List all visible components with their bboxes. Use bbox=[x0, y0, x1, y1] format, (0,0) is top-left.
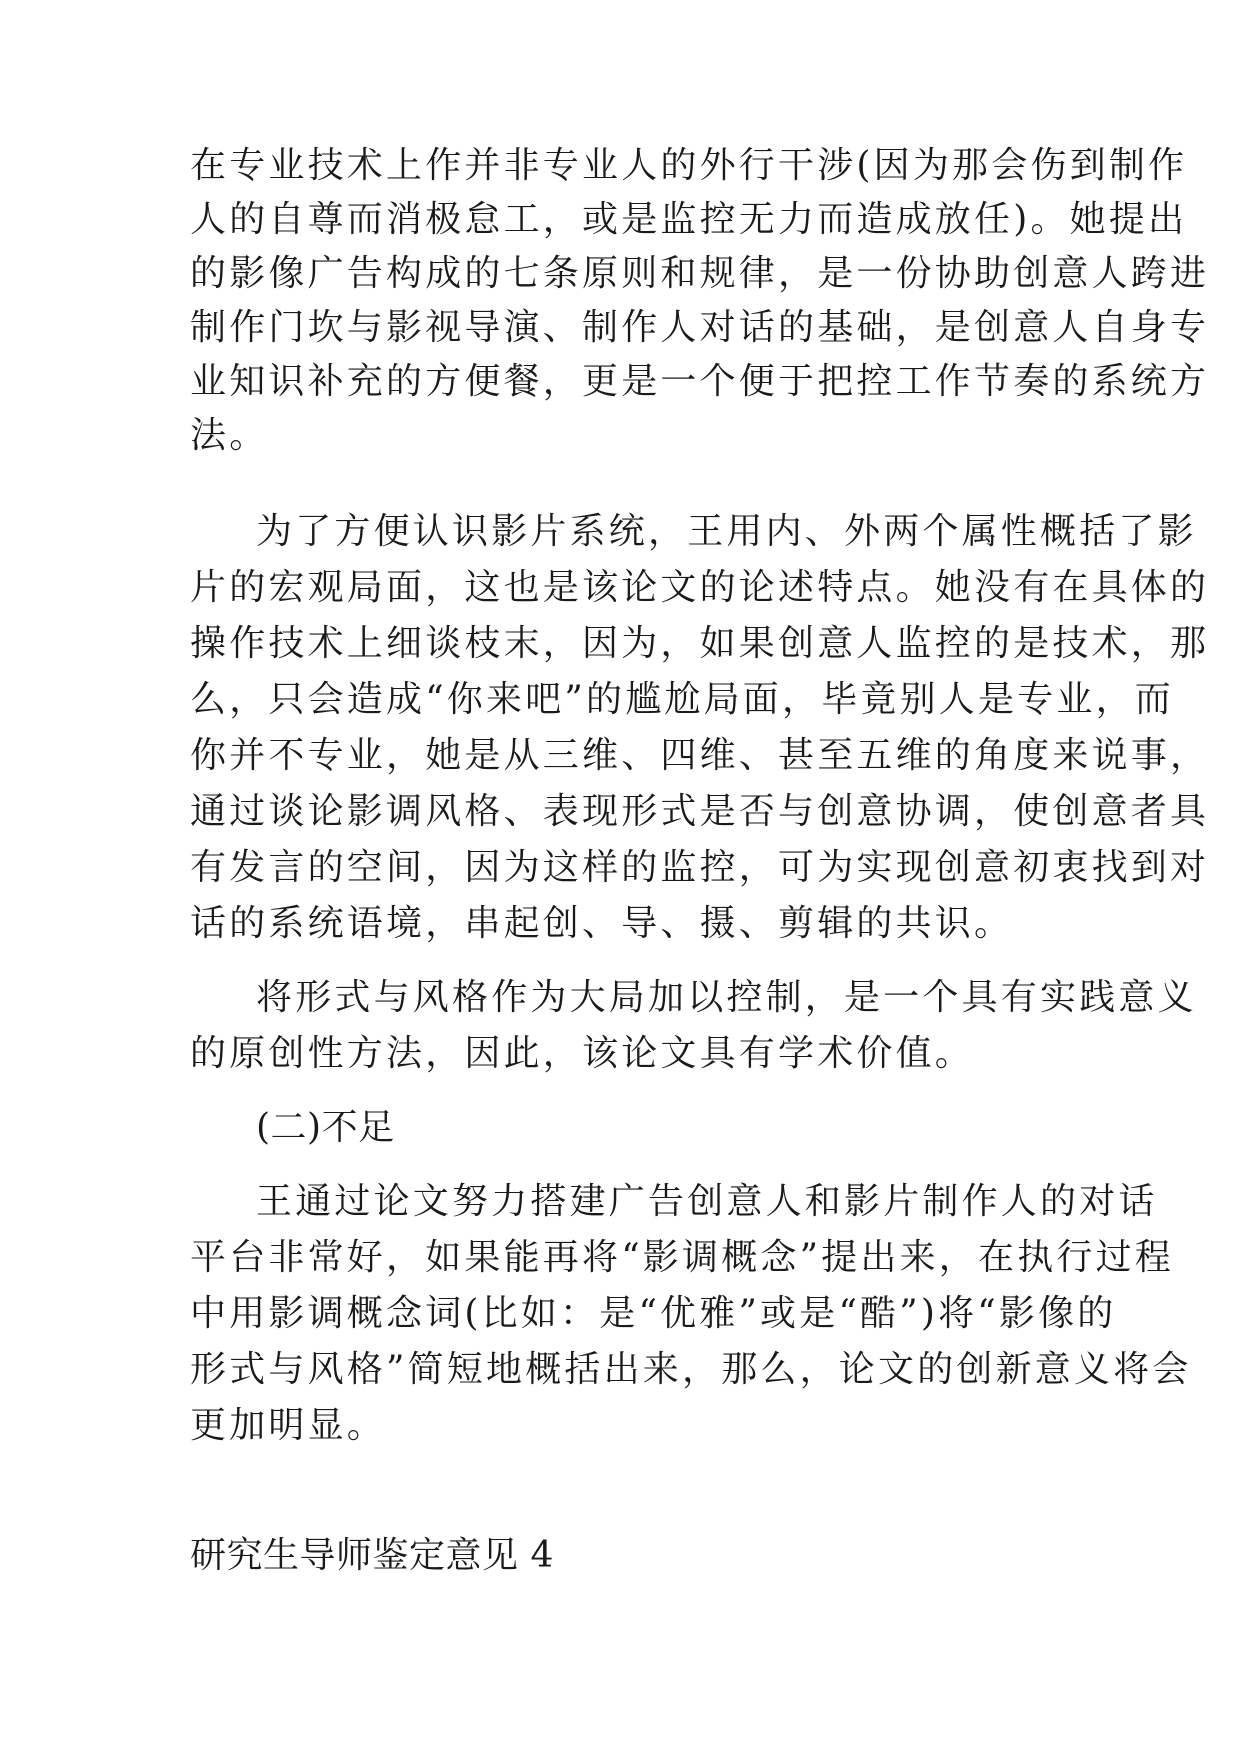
paragraph-2-line-8: 话的系统语境，串起创、导、摄、剪辑的共识。 bbox=[190, 903, 1014, 944]
paragraph-2-line-5: 你并不专业，她是从三维、四维、甚至五维的角度来说事， bbox=[190, 735, 1210, 776]
paragraph-5-line-5: 更加明显。 bbox=[190, 1405, 387, 1446]
subsection-heading-shortcomings: (二)不足 bbox=[256, 1107, 395, 1148]
paragraph-1-line-3: 的影像广告构成的七条原则和规律，是一份协助创意人跨进 bbox=[190, 253, 1210, 294]
section-heading: 研究生导师鉴定意见 4 bbox=[190, 1535, 554, 1576]
paragraph-3-line-2: 的原创性方法，因此，该论文具有学术价值。 bbox=[190, 1033, 975, 1074]
paragraph-1-line-6: 法。 bbox=[190, 415, 269, 456]
paragraph-2-line-4: 么，只会造成“你来吧”的尴尬局面，毕竟别人是专业，而 bbox=[190, 679, 1175, 720]
paragraph-1-line-2: 人的自尊而消极怠工，或是监控无力而造成放任)。她提出 bbox=[190, 199, 1188, 240]
paragraph-2-line-6: 通过谈论影调风格、表现形式是否与创意协调，使创意者具 bbox=[190, 791, 1210, 832]
paragraph-3-line-1: 将形式与风格作为大局加以控制，是一个具有实践意义 bbox=[256, 977, 1197, 1018]
paragraph-2-line-3: 操作技术上细谈枝末，因为，如果创意人监控的是技术，那 bbox=[190, 623, 1210, 664]
paragraph-5-line-4: 形式与风格”简短地概括出来，那么，论文的创新意义将会 bbox=[190, 1349, 1192, 1390]
paragraph-5-line-3: 中用影调概念词(比如：是“优雅”或是“酷”)将“影像的 bbox=[190, 1293, 1117, 1334]
paragraph-2-line-1: 为了方便认识影片系统，王用内、外两个属性概括了影 bbox=[256, 511, 1197, 552]
paragraph-1-line-5: 业知识补充的方便餐，更是一个便于把控工作节奏的系统方 bbox=[190, 361, 1210, 402]
paragraph-2-line-2: 片的宏观局面，这也是该论文的论述特点。她没有在具体的 bbox=[190, 567, 1210, 608]
paragraph-1-line-1: 在专业技术上作并非专业人的外行干涉(因为那会伤到制作 bbox=[190, 145, 1188, 186]
paragraph-5-line-2: 平台非常好，如果能再将“影调概念”提出来，在执行过程 bbox=[190, 1237, 1175, 1278]
paragraph-5-line-1: 王通过论文努力搭建广告创意人和影片制作人的对话 bbox=[256, 1181, 1158, 1222]
paragraph-1-line-4: 制作门坎与影视导演、制作人对话的基础，是创意人自身专 bbox=[190, 307, 1210, 348]
paragraph-2-line-7: 有发言的空间，因为这样的监控，可为实现创意初衷找到对 bbox=[190, 847, 1210, 888]
